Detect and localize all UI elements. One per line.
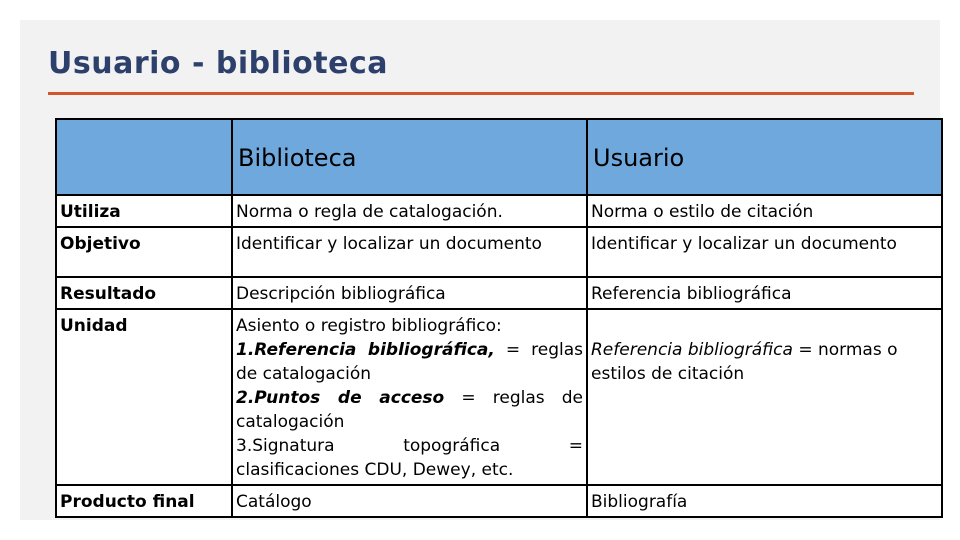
row-label-producto-final: Producto final — [56, 485, 232, 517]
cell-unidad-biblioteca — [232, 309, 587, 485]
cell-producto-final-usuario: Bibliografía — [587, 485, 942, 517]
cell-resultado-usuario: Referencia bibliográfica — [587, 277, 942, 309]
header-usuario: Usuario — [587, 119, 942, 195]
unidad-usuario-rest: = normas o estilos de citación — [591, 340, 898, 384]
row-label-unidad: Unidad — [56, 309, 232, 485]
unidad-usuario-italic: Referencia bibliográfica — [591, 340, 793, 360]
unidad-item-1-bold: 1.Referencia bibliográfica, — [236, 340, 495, 360]
unidad-item-2-rest: = reglas de catalogación — [236, 388, 583, 432]
table-row-resultado — [56, 277, 942, 309]
comparison-table — [55, 118, 943, 518]
title-underline — [48, 92, 914, 95]
unidad-item-2-bold: 2.Puntos de acceso — [236, 388, 445, 408]
table-row-unidad — [56, 309, 942, 485]
unidad-intro: Asiento o registro bibliográfico: — [236, 316, 502, 336]
cell-utiliza-usuario: Norma o estilo de citación — [587, 195, 942, 227]
cell-producto-final-biblioteca: Catálogo — [232, 485, 587, 517]
cell-unidad-usuario — [587, 309, 942, 485]
unidad-item-1-rest: = reglas de catalogación — [236, 340, 583, 384]
unidad-item-2 — [236, 386, 583, 434]
cell-objetivo-usuario: Identificar y localizar un documento — [587, 227, 942, 277]
table-row-producto-final — [56, 485, 942, 517]
table-row-utiliza — [56, 195, 942, 227]
row-label-objetivo: Objetivo — [56, 227, 232, 277]
slide-title: Usuario - biblioteca — [48, 46, 388, 81]
unidad-item-1 — [236, 338, 583, 386]
cell-objetivo-biblioteca: Identificar y localizar un documento — [232, 227, 587, 277]
header-biblioteca: Biblioteca — [232, 119, 587, 195]
cell-resultado-biblioteca: Descripción bibliográfica — [232, 277, 587, 309]
row-label-resultado: Resultado — [56, 277, 232, 309]
unidad-item-3: 3.Signatura topográfica = clasificaciones CDU, Dewey, etc. — [236, 436, 583, 480]
table-row-objetivo — [56, 227, 942, 277]
table-header-row — [56, 119, 942, 195]
cell-utiliza-biblioteca: Norma o regla de catalogación. — [232, 195, 587, 227]
header-empty-cell — [56, 119, 232, 195]
row-label-utiliza: Utiliza — [56, 195, 232, 227]
